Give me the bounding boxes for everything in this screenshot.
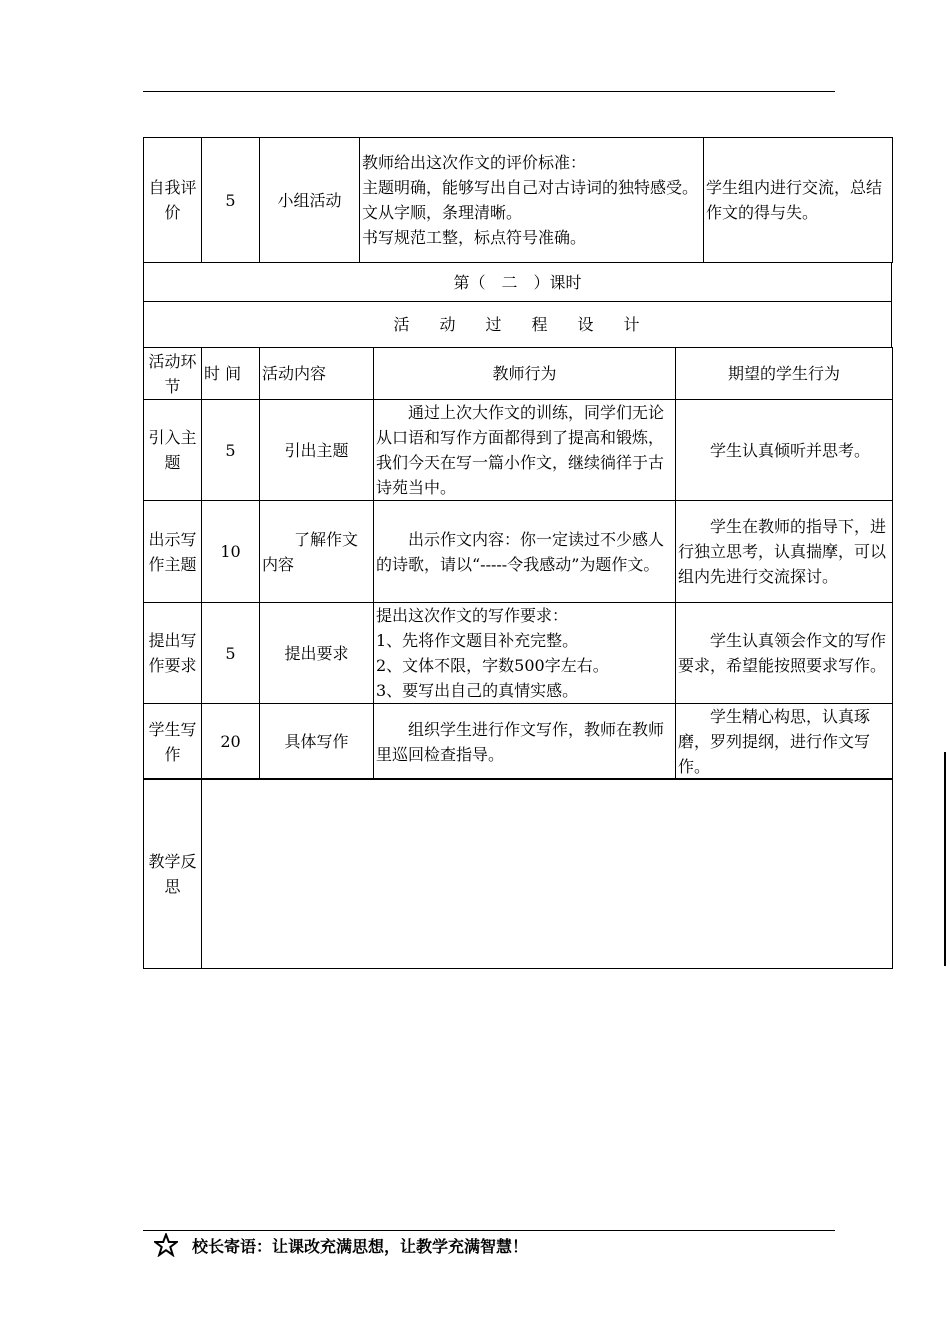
header-section: 活动环节 — [144, 348, 202, 400]
table-row — [144, 704, 893, 780]
table-row — [144, 263, 892, 302]
header-teacher: 教师行为 — [374, 348, 676, 400]
reflection-content — [202, 779, 893, 969]
time-cell: 10 — [202, 501, 260, 603]
time-cell: 20 — [202, 704, 260, 780]
content-cell: 具体写作 — [260, 704, 374, 780]
teacher-line: 提出这次作文的写作要求： — [376, 606, 569, 625]
teacher-cell: 通过上次大作文的训练，同学们无论从口语和写作方面都得到了提高和锻炼，我们今天在写一篇小作文，继续徜徉于古诗苑当中。 — [374, 400, 676, 501]
content-cell: 引出主题 — [260, 400, 374, 501]
header-row — [144, 348, 893, 400]
student-cell: 学生在教师的指导下，进行独立思考，认真揣摩，可以组内先进行交流探讨。 — [676, 501, 893, 603]
teacher-line: 2、文体不限，字数500字左右。 — [376, 656, 609, 675]
content-cell: 小组活动 — [260, 138, 360, 263]
teacher-line: 书写规范工整，标点符号准确。 — [362, 228, 587, 247]
teacher-cell — [374, 603, 676, 704]
section-cell: 出示写作主题 — [144, 501, 202, 603]
table-row — [144, 779, 893, 969]
teacher-line: 主题明确，能够写出自己对古诗词的独特感受。 — [362, 178, 699, 197]
section-cell: 自我评价 — [144, 138, 202, 263]
teacher-line: 1、先将作文题目补充完整。 — [376, 631, 579, 650]
table-row — [144, 302, 892, 348]
table-row — [144, 400, 893, 501]
reflection-label: 教学反思 — [144, 779, 202, 969]
teacher-cell: 组织学生进行作文写作，教师在教师里巡回检查指导。 — [374, 704, 676, 780]
teacher-line: 3、要写出自己的真情实感。 — [376, 681, 579, 700]
teacher-line: 文从字顺，条理清晰。 — [362, 203, 523, 222]
student-cell: 学生认真倾听并思考。 — [676, 400, 893, 501]
page-edge-mark — [944, 752, 946, 966]
activity-table — [143, 347, 893, 780]
evaluation-table — [143, 137, 893, 263]
table-row — [144, 138, 893, 263]
teacher-line: 教师给出这次作文的评价标准： — [362, 153, 587, 172]
time-cell: 5 — [202, 603, 260, 704]
content-cell: 了解作文内容 — [260, 501, 374, 603]
section-cell: 提出写作要求 — [144, 603, 202, 704]
table-row — [144, 603, 893, 704]
teacher-cell: 出示作文内容：你一定读过不少感人的诗歌，请以“-----令我感动”为题作文。 — [374, 501, 676, 603]
teacher-cell — [360, 138, 704, 263]
table-row — [144, 501, 893, 603]
reflection-table — [143, 778, 893, 969]
header-student: 期望的学生行为 — [676, 348, 893, 400]
header-content: 活动内容 — [260, 348, 374, 400]
time-cell: 5 — [202, 138, 260, 263]
footer-text: 校长寄语：让课改充满思想，让教学充满智慧！ — [192, 1236, 529, 1256]
star-outline-icon — [154, 1233, 178, 1257]
section-cell: 引入主题 — [144, 400, 202, 501]
header-rule — [143, 91, 835, 92]
content-cell: 提出要求 — [260, 603, 374, 704]
student-cell: 学生认真领会作文的写作要求，希望能按照要求写作。 — [676, 603, 893, 704]
student-cell: 学生组内进行交流，总结作文的得与失。 — [704, 138, 893, 263]
student-cell: 学生精心构思，认真琢磨，罗列提纲，进行作文写作。 — [676, 704, 893, 780]
title-table — [143, 262, 892, 348]
header-time: 时 间 — [202, 348, 260, 400]
footer — [154, 1232, 528, 1258]
lesson-title: 第（ 二 ）课时 — [144, 263, 892, 302]
section-cell: 学生写作 — [144, 704, 202, 780]
design-title: 活动过程设计 — [144, 302, 892, 348]
footer-rule — [143, 1230, 835, 1231]
time-cell: 5 — [202, 400, 260, 501]
